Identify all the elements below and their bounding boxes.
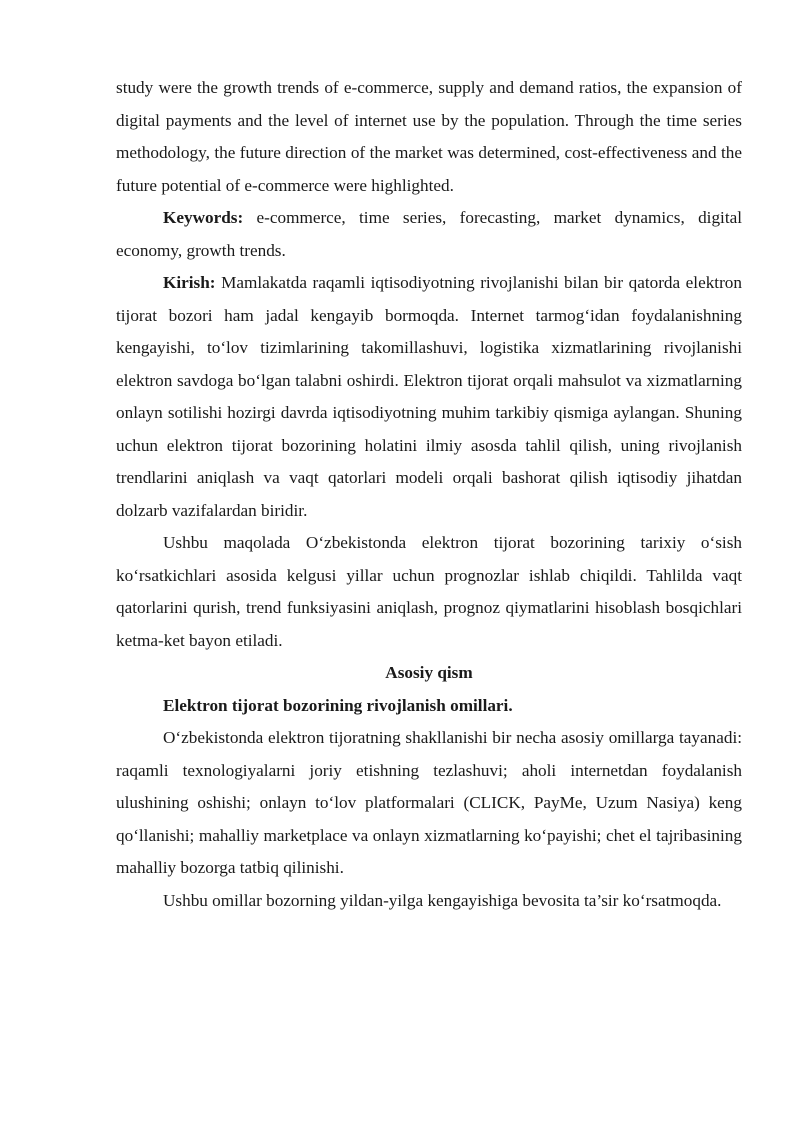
keywords-paragraph — [116, 202, 742, 267]
abstract-continuation: study were the growth trends of e-commerce, supply and demand ratios, the expansion of digital payments and the level of internet use by the population. Through the time series methodology, the future direction of the market was determined, cost-effectiveness and the future potential of e-commerce were highlighted. — [116, 78, 742, 195]
introduction-text: Mamlakatda raqamli iqtisodiyotning rivojlanishi bilan bir qatorda elektron tijorat bozori ham jadal kengayib bormoqda. Internet tarmog‘idan foydalanishning kengayishi, to‘lov tizimlarining takomillashuvi, logistika xizmatlarining rivojlanishi elektron savdoga bo‘lgan talabni oshirdi. Elektron tijorat orqali mahsulot va xizmatlarning onlayn sotilishi hozirgi davrda iqtisodiyotning muhim tarkibiy qismiga aylangan. Shuning uchun elektron tijorat bozorining holatini ilmiy asosda tahlil qilish, uning rivojlanish trendlarini aniqlash va vaqt qatorlari modeli orqali bashorat qilish iqtisodiy jihatdan dolzarb vazifalardan biridir. — [116, 273, 742, 520]
section-heading: Asosiy qism — [385, 663, 473, 682]
aim-paragraph: Ushbu maqolada O‘zbekistonda elektron tijorat bozorining tarixiy o‘sish ko‘rsatkichlari asosida kelgusi yillar uchun prognozlar ishlab chiqildi. Tahlilda vaqt qatorlarini qurish, trend funksiyasini aniqlash, prognoz qiymatlarini hisoblash bosqichlari ketma-ket bayon etiladi. — [116, 533, 742, 650]
keywords-text: e-commerce, time series, forecasting, market dynamics, digital economy, growth trends. — [116, 208, 742, 260]
effect-paragraph: Ushbu omillar bozorning yildan-yilga kengayishiga bevosita ta’sir ko‘rsatmoqda. — [163, 890, 722, 910]
introduction-label: Kirish: — [163, 273, 216, 292]
keywords-label: Keywords: — [163, 208, 244, 227]
document-page — [116, 72, 742, 917]
introduction-paragraph — [116, 267, 742, 527]
subsection-heading: Elektron tijorat bozorining rivojlanish omillari. — [163, 695, 513, 715]
factors-paragraph: O‘zbekistonda elektron tijoratning shakllanishi bir necha asosiy omillarga tayanadi: raqamli texnologiyalarni joriy etishning tezlashuvi; aholi internetdan foydalanish ulushining oshishi; onlayn to‘lov platformalari (CLICK, PayMe, Uzum Nasiya) keng qo‘llanishi; mahalliy marketplace va onlayn xizmatlarning ko‘payishi; chet el tajribasining mahalliy bozorga tatbiq qilinishi. — [116, 728, 742, 877]
